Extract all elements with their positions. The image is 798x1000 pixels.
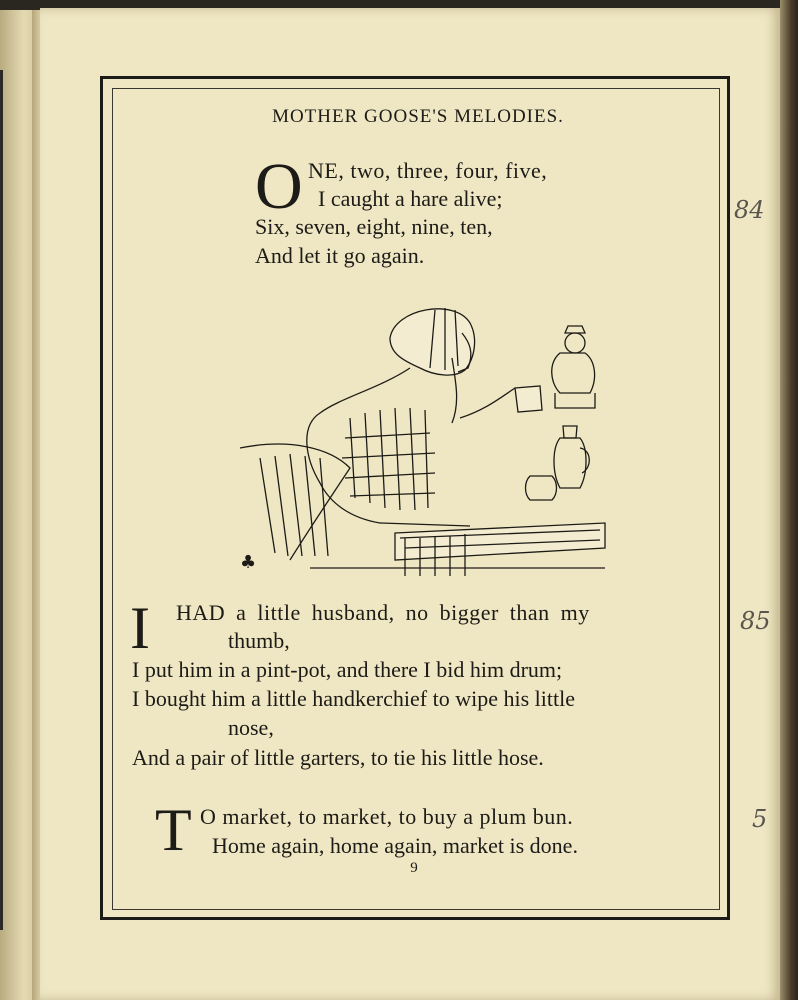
- margin-annotation-85: 85: [740, 607, 771, 635]
- rhyme-2-drop-cap: I: [130, 595, 150, 661]
- rhyme-2-line-2: thumb,: [228, 628, 290, 653]
- rhyme-2-line-5: nose,: [228, 715, 274, 740]
- woman-with-pint-pot-illustration: [230, 298, 610, 580]
- book-cover-edge: [780, 0, 798, 1000]
- page-number: 9: [410, 860, 418, 876]
- margin-annotation-84: 84: [734, 196, 765, 224]
- rhyme-2-line-4: I bought him a little handkerchief to wipe his little: [132, 686, 575, 711]
- rhyme-1-line-2: I caught a hare alive;: [318, 186, 503, 211]
- rhyme-1-line-4: And let it go again.: [255, 243, 425, 268]
- rhyme-3-drop-cap: T: [155, 797, 192, 863]
- rhyme-3-line-2: Home again, home again, market is done.: [212, 833, 578, 858]
- rhyme-1-line-1: NE, two, three, four, five,: [308, 158, 548, 183]
- rhyme-3-line-1: O market, to market, to buy a plum bun.: [200, 804, 574, 829]
- margin-annotation-5: 5: [752, 805, 768, 833]
- rhyme-1-line-3: Six, seven, eight, nine, ten,: [255, 214, 493, 239]
- rhyme-2-line-1: HAD a little husband, no bigger than my: [176, 600, 590, 625]
- rhyme-1-drop-cap: O: [255, 150, 303, 223]
- facing-page-rule: [0, 70, 3, 930]
- rhyme-2-line-6: And a pair of little garters, to tie his little hose.: [132, 745, 544, 770]
- engraver-mark: ♣: [240, 552, 257, 573]
- running-head: MOTHER GOOSE'S MELODIES.: [272, 106, 564, 127]
- rhyme-2-line-3: I put him in a pint-pot, and there I bid him drum;: [132, 657, 563, 682]
